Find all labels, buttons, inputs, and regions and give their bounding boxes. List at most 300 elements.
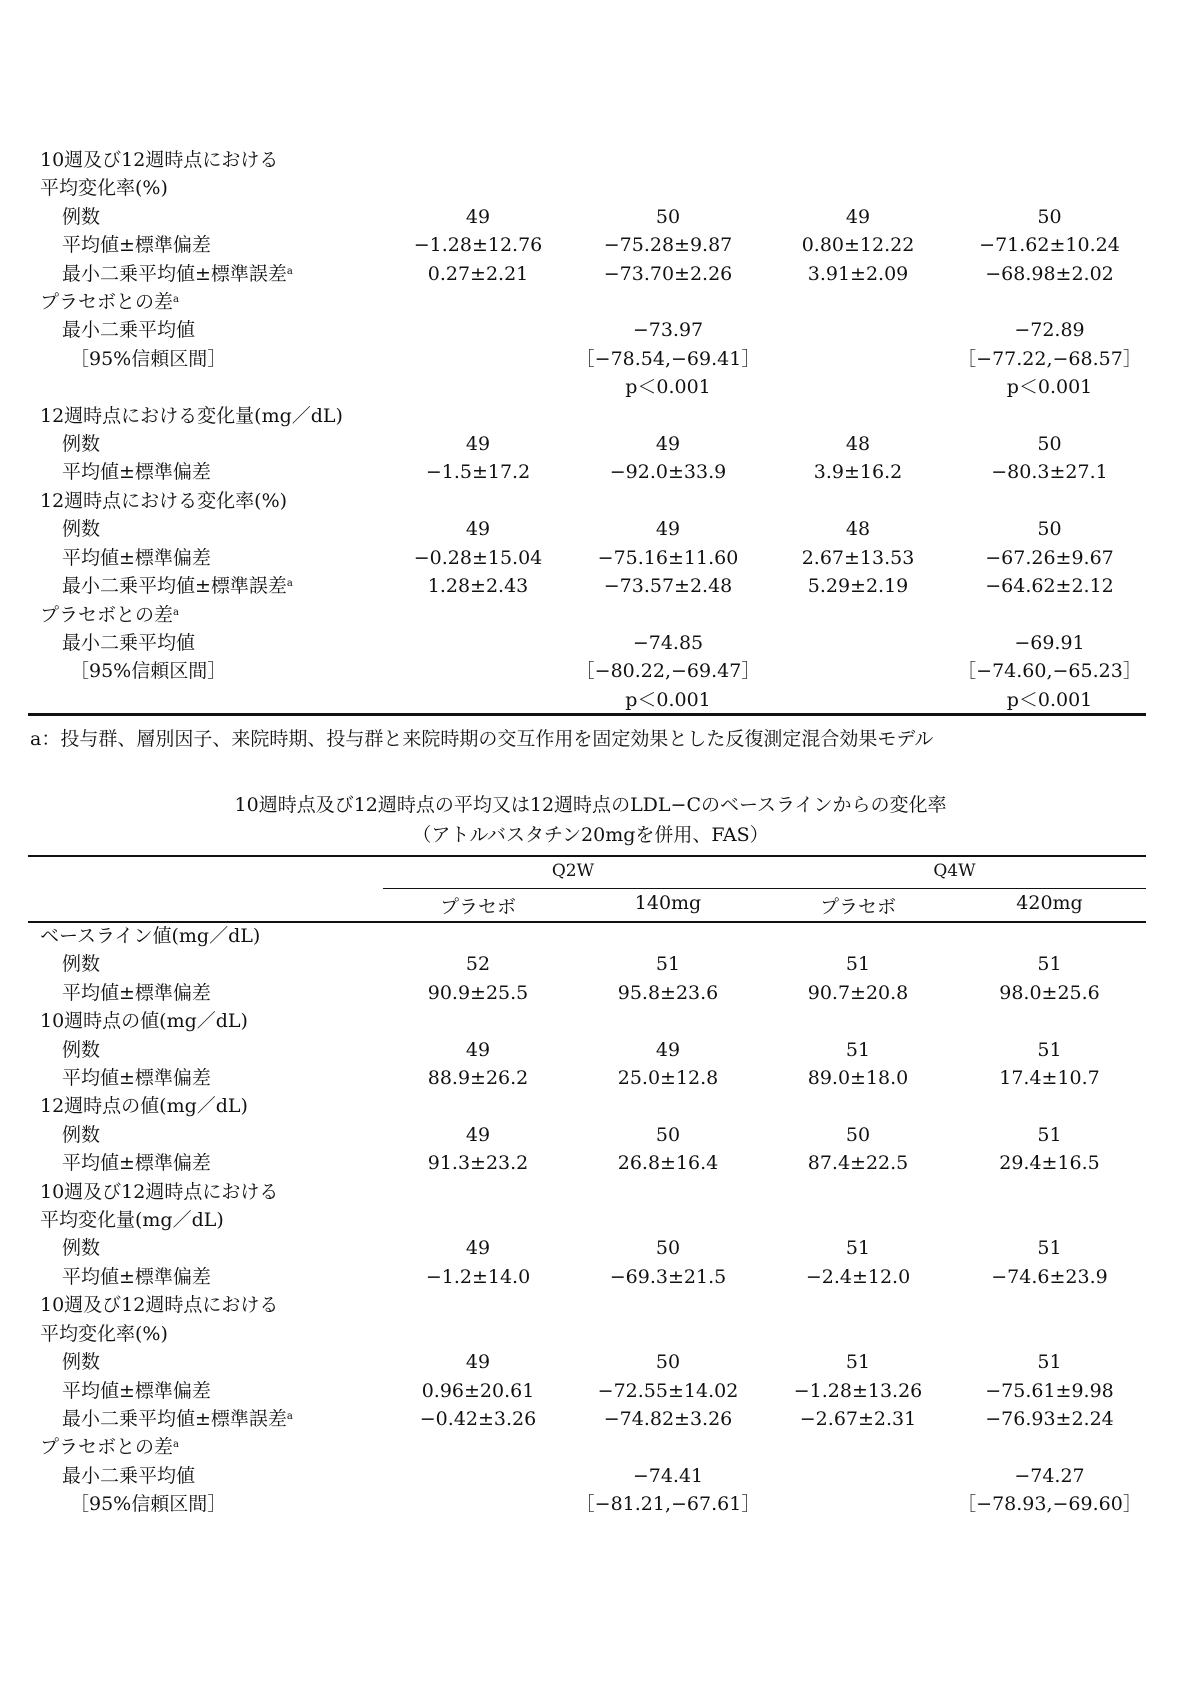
table-cell: 52 (465, 953, 491, 976)
table-row (28, 629, 1146, 657)
table-cell (763, 1490, 953, 1518)
table-cell: 87.4±22.5 (807, 1152, 909, 1175)
table-cell: 49 (655, 1038, 681, 1061)
table-cell: 17.4±10.7 (999, 1067, 1100, 1090)
table1-bottom-rule (28, 713, 1146, 716)
row-label-text: ［95%信頼区間］ (70, 347, 227, 370)
row-label-text: 平均変化率(%) (40, 1322, 168, 1345)
table-row (28, 1234, 1146, 1262)
table-cell: −73.70±2.26 (603, 262, 733, 285)
table-cell: 90.9±25.5 (427, 981, 529, 1004)
row-label (28, 544, 383, 572)
table-cell: ［−80.22,−69.47］ (575, 660, 761, 683)
row-label-text: 12週時点における変化率(%) (40, 489, 288, 512)
table-cell: −0.28±15.04 (413, 546, 543, 569)
table-cell (763, 1320, 953, 1348)
table-cell: −74.6±23.9 (991, 1265, 1108, 1288)
table-cell (953, 146, 1146, 174)
row-label (28, 288, 383, 316)
table-cell: 25.0±12.8 (617, 1067, 719, 1090)
row-label-text: 例数 (62, 1123, 101, 1146)
table-cell: ［−81.21,−67.61］ (575, 1493, 761, 1516)
table-row (28, 1036, 1146, 1064)
table-cell (573, 1206, 763, 1234)
table-cell: 3.91±2.09 (807, 262, 909, 285)
row-label-text: 12週時点の値(mg／dL) (40, 1095, 248, 1118)
table-cell: −64.62±2.12 (985, 575, 1114, 598)
footnote-marker: a (286, 1410, 293, 1422)
table-cell (953, 174, 1146, 202)
footnote-marker: a (286, 578, 293, 590)
table-cell: 91.3±23.2 (427, 1152, 529, 1175)
table-row (28, 686, 1146, 714)
table-cell (763, 174, 953, 202)
table-cell (763, 373, 953, 401)
table-cell (383, 1320, 573, 1348)
table-cell (383, 1092, 573, 1120)
table-cell: 50 (655, 205, 681, 228)
table-cell (383, 601, 573, 629)
table-cell: 51 (845, 1237, 871, 1260)
table-cell (763, 402, 953, 430)
table-row (28, 1462, 1146, 1490)
table2-top-rule (28, 855, 1146, 857)
table-row (28, 1263, 1146, 1291)
table-cell (953, 601, 1146, 629)
table-cell (763, 1092, 953, 1120)
table-cell: −72.55±14.02 (597, 1379, 739, 1402)
footnote-marker: a (286, 265, 293, 277)
table2-subtitle: （アトルバスタチン20mgを併用、FAS） (412, 824, 769, 846)
table-row (28, 657, 1146, 685)
table-cell (763, 1206, 953, 1234)
row-label (28, 316, 383, 344)
table-row (28, 1121, 1146, 1149)
row-label-text: 平均変化量(mg／dL) (40, 1209, 224, 1232)
row-label-text: 最小二乗平均値 (62, 319, 196, 342)
table-row (28, 979, 1146, 1007)
table-row (28, 1320, 1146, 1348)
table-cell: −73.97 (632, 319, 704, 342)
table-cell: 51 (1037, 1237, 1062, 1260)
table-cell: ［−78.54,−69.41］ (575, 347, 761, 370)
table-cell: 50 (655, 1351, 681, 1374)
table-cell: 51 (845, 1351, 871, 1374)
row-label (28, 1348, 383, 1376)
table-cell: 90.7±20.8 (807, 981, 909, 1004)
row-label-text: プラセボとの差 (40, 291, 174, 314)
table-row (28, 231, 1146, 259)
table-cell: −71.62±10.24 (979, 234, 1120, 257)
row-label-text: 例数 (62, 205, 101, 228)
table-cell: 50 (1037, 205, 1062, 228)
table-row (28, 260, 1146, 288)
table-cell: −74.82±3.26 (603, 1407, 733, 1430)
table-cell: 88.9±26.2 (427, 1067, 529, 1090)
table-cell (763, 487, 953, 515)
row-label-text: 最小二乗平均値±標準誤差 (62, 1407, 287, 1430)
row-label (28, 458, 383, 486)
table2-title: 10週時点及び12週時点の平均又は12週時点のLDL−Cのベースラインからの変化率 (234, 794, 947, 816)
table-cell: −2.67±2.31 (799, 1407, 917, 1430)
row-label (28, 1064, 383, 1092)
row-label-text: 平均値±標準偏差 (62, 1067, 211, 1090)
footnote: a：投与群、層別因子、来院時期、投与群と来院時期の交互作用を固定効果とした反復測定混合効果モデル (30, 728, 934, 750)
table-cell (573, 402, 763, 430)
table-cell (383, 402, 573, 430)
table-cell (763, 1462, 953, 1490)
row-label-text: 平均値±標準偏差 (62, 1265, 211, 1288)
row-label-text: ベースライン値(mg／dL) (40, 925, 261, 947)
row-label (28, 1149, 383, 1177)
row-label (28, 922, 383, 950)
table-cell (763, 922, 953, 950)
table-cell (573, 174, 763, 202)
table-cell: 29.4±16.5 (999, 1152, 1100, 1175)
row-label-text: 平均値±標準偏差 (62, 234, 211, 257)
table-cell: −74.27 (1014, 1464, 1085, 1487)
row-label-text: ［95%信頼区間］ (70, 1493, 227, 1516)
table-cell (953, 1178, 1146, 1206)
row-label (28, 1490, 383, 1518)
group-header-q2w: Q2W (551, 861, 595, 881)
row-label-text: 例数 (62, 518, 101, 541)
table-cell (383, 629, 573, 657)
table-cell: −1.5±17.2 (425, 461, 531, 484)
table-row (28, 1405, 1146, 1433)
table-cell (383, 1462, 573, 1490)
table-row (28, 203, 1146, 231)
arm-header-420mg: 420mg (1016, 892, 1083, 914)
table-cell: 51 (1037, 1038, 1062, 1061)
table-cell: 50 (845, 1123, 871, 1146)
table-cell: 50 (1037, 518, 1062, 541)
row-label (28, 260, 383, 288)
table-cell: 51 (845, 1038, 871, 1061)
table-cell (383, 1206, 573, 1234)
row-label (28, 1007, 383, 1035)
table-cell (573, 1092, 763, 1120)
table-cell: ［−77.22,−68.57］ (957, 347, 1142, 370)
table-cell: −69.91 (1014, 631, 1085, 654)
table-cell: 2.67±13.53 (801, 546, 915, 569)
row-label (28, 629, 383, 657)
table-cell: p＜0.001 (1006, 376, 1093, 399)
table-cell: 49 (465, 1351, 491, 1374)
table-cell: p＜0.001 (625, 688, 711, 711)
group-header-rule (383, 888, 1146, 889)
table-cell (763, 316, 953, 344)
row-label-text: 10週及び12週時点における (40, 1180, 279, 1203)
table-cell: 49 (465, 518, 491, 541)
table-row (28, 1348, 1146, 1376)
table-cell (383, 1291, 573, 1319)
table-cell: −1.28±12.76 (413, 234, 543, 257)
table-cell (953, 1291, 1146, 1319)
table-cell (763, 629, 953, 657)
row-label-text: 最小二乗平均値 (62, 1464, 196, 1487)
table-cell: 1.28±2.43 (427, 575, 529, 598)
table-cell: 0.27±2.21 (427, 262, 529, 285)
arm-header-q2w-placebo: プラセボ (439, 896, 516, 918)
table-cell: −68.98±2.02 (985, 262, 1114, 285)
table-cell: p＜0.001 (625, 376, 711, 399)
row-label-text: 最小二乗平均値 (62, 631, 196, 654)
results-table-atorvastatin (28, 922, 1146, 1519)
table-cell (763, 1007, 953, 1035)
row-label (28, 203, 383, 231)
row-label-text: 平均変化率(%) (40, 177, 168, 200)
table-cell: 49 (465, 1038, 491, 1061)
row-label-text: 例数 (62, 1351, 101, 1374)
table-cell: −72.89 (1014, 319, 1085, 342)
row-label (28, 487, 383, 515)
table-cell (383, 174, 573, 202)
table-row (28, 487, 1146, 515)
row-label-text: 例数 (62, 953, 101, 976)
row-label (28, 430, 383, 458)
row-label-text: ［95%信頼区間］ (70, 660, 227, 683)
table-cell: −2.4±12.0 (805, 1265, 911, 1288)
table-row (28, 146, 1146, 174)
table-cell (953, 288, 1146, 316)
table-cell (383, 146, 573, 174)
table-cell: 50 (1037, 433, 1062, 456)
table-row (28, 1178, 1146, 1206)
footnote-marker: a (173, 606, 179, 618)
row-label-text: 例数 (62, 1038, 101, 1061)
table-row (28, 458, 1146, 486)
table-row (28, 1092, 1146, 1120)
row-label (28, 572, 383, 600)
table-cell: 49 (465, 205, 491, 228)
row-label (28, 1234, 383, 1262)
row-label (28, 1377, 383, 1405)
table-cell: ［−78.93,−69.60］ (957, 1493, 1142, 1516)
table-cell: 49 (845, 205, 871, 228)
table-row (28, 1291, 1146, 1319)
table-cell (573, 1433, 763, 1461)
table-row (28, 345, 1146, 373)
row-label-text: 最小二乗平均値±標準誤差 (62, 575, 287, 598)
table-cell: 51 (845, 953, 871, 976)
table-cell (573, 1320, 763, 1348)
table-cell (953, 1206, 1146, 1234)
table-cell: 5.29±2.19 (807, 575, 909, 598)
table-row (28, 1490, 1146, 1518)
table-cell (763, 601, 953, 629)
row-label-text: プラセボとの差 (40, 603, 174, 626)
row-label (28, 950, 383, 978)
row-label (28, 1433, 383, 1461)
table-cell (953, 922, 1146, 950)
table-cell (763, 686, 953, 714)
table-row (28, 288, 1146, 316)
row-label-text: 例数 (62, 433, 101, 456)
row-label-text: 平均値±標準偏差 (62, 546, 211, 569)
row-label (28, 1462, 383, 1490)
table-cell (383, 657, 573, 685)
table-row (28, 316, 1146, 344)
table-cell: 26.8±16.4 (617, 1152, 719, 1175)
table-cell (573, 487, 763, 515)
table-row (28, 1433, 1146, 1461)
table-row (28, 174, 1146, 202)
row-label (28, 601, 383, 629)
table-cell (763, 1433, 953, 1461)
table-row (28, 922, 1146, 950)
table-cell (573, 146, 763, 174)
table-row (28, 373, 1146, 401)
table-cell (763, 657, 953, 685)
row-label (28, 1263, 383, 1291)
table-cell (953, 402, 1146, 430)
row-label (28, 402, 383, 430)
row-label-text: 例数 (62, 1237, 101, 1260)
row-label (28, 657, 383, 685)
table-cell (383, 1178, 573, 1206)
row-label-text: 平均値±標準偏差 (62, 461, 211, 484)
table-cell: −69.3±21.5 (609, 1265, 727, 1288)
table-cell: 49 (655, 433, 681, 456)
row-label (28, 1291, 383, 1319)
row-label (28, 1092, 383, 1120)
table-cell: 0.96±20.61 (421, 1379, 535, 1402)
table-row (28, 601, 1146, 629)
table-cell (573, 1291, 763, 1319)
table-cell (383, 288, 573, 316)
table-cell (383, 1490, 573, 1518)
row-label (28, 1405, 383, 1433)
row-label (28, 373, 383, 401)
table-cell: −73.57±2.48 (603, 575, 733, 598)
table-cell (383, 345, 573, 373)
row-label-text: 最小二乗平均値±標準誤差 (62, 262, 287, 285)
table-cell (573, 601, 763, 629)
table-cell: 98.0±25.6 (999, 981, 1100, 1004)
table-row (28, 515, 1146, 543)
table-row (28, 544, 1146, 572)
row-label (28, 515, 383, 543)
table2-body (28, 922, 1146, 1519)
table-cell (383, 922, 573, 950)
table-cell (953, 1007, 1146, 1035)
table-cell (573, 1007, 763, 1035)
table-cell: 95.8±23.6 (617, 981, 719, 1004)
table-cell (763, 1291, 953, 1319)
table-row (28, 402, 1146, 430)
table-cell: −1.2±14.0 (425, 1265, 531, 1288)
table-row (28, 572, 1146, 600)
arm-header-140mg: 140mg (634, 892, 702, 914)
row-label-text: 平均値±標準偏差 (62, 1152, 211, 1175)
table-row (28, 1377, 1146, 1405)
table-cell (763, 1178, 953, 1206)
table-cell: 51 (1037, 1351, 1062, 1374)
table1-body (28, 146, 1146, 714)
table-cell: 51 (655, 953, 681, 976)
table-cell (763, 345, 953, 373)
table-cell (573, 288, 763, 316)
table-cell (383, 316, 573, 344)
table-cell: 48 (845, 518, 871, 541)
table-cell (953, 1320, 1146, 1348)
table-cell: ［−74.60,−65.23］ (957, 660, 1142, 683)
table-row (28, 950, 1146, 978)
table-cell: p＜0.001 (1006, 688, 1093, 711)
table-cell (763, 146, 953, 174)
row-label-text: 12週時点における変化量(mg／dL) (40, 404, 343, 427)
table-cell: 51 (1037, 953, 1062, 976)
table-cell (573, 1178, 763, 1206)
table-cell: 49 (465, 433, 491, 456)
table-row (28, 1206, 1146, 1234)
table-cell (383, 373, 573, 401)
row-label (28, 1320, 383, 1348)
table-cell: 3.9±16.2 (813, 461, 903, 484)
row-label (28, 979, 383, 1007)
table-cell (383, 1007, 573, 1035)
row-label-text: 平均値±標準偏差 (62, 1379, 211, 1402)
table-row (28, 1064, 1146, 1092)
table-cell (953, 1092, 1146, 1120)
table-cell: −0.42±3.26 (419, 1407, 537, 1430)
row-label (28, 146, 383, 174)
table-cell: −75.16±11.60 (597, 546, 739, 569)
table-cell: 89.0±18.0 (807, 1067, 909, 1090)
row-label (28, 1036, 383, 1064)
row-label (28, 345, 383, 373)
row-label (28, 174, 383, 202)
table-cell (763, 288, 953, 316)
row-label-text: 10週及び12週時点における (40, 149, 279, 171)
table-cell: −67.26±9.67 (985, 546, 1114, 569)
table-cell: 49 (465, 1237, 491, 1260)
table-cell: 50 (655, 1123, 681, 1146)
group-header-q4w: Q4W (933, 861, 976, 881)
table-cell: 49 (655, 518, 681, 541)
row-label-text: プラセボとの差 (40, 1436, 174, 1459)
table-cell (953, 487, 1146, 515)
table-cell: −92.0±33.9 (609, 461, 727, 484)
table-cell: −76.93±2.24 (985, 1407, 1114, 1430)
table-cell: −74.41 (632, 1464, 704, 1487)
table-cell (573, 922, 763, 950)
row-label (28, 1206, 383, 1234)
row-label-text: 10週時点の値(mg／dL) (40, 1010, 248, 1033)
row-label-text: 10週及び12週時点における (40, 1294, 279, 1317)
table-cell: 50 (655, 1237, 681, 1260)
results-table-continued (28, 146, 1146, 714)
table-cell: −75.61±9.98 (985, 1379, 1114, 1402)
table-row (28, 1007, 1146, 1035)
table-cell (383, 686, 573, 714)
footnote-marker: a (173, 1439, 179, 1451)
table-cell (953, 1433, 1146, 1461)
row-label (28, 231, 383, 259)
row-label (28, 1178, 383, 1206)
table-cell: 48 (845, 433, 871, 456)
table-row (28, 1149, 1146, 1177)
row-label (28, 686, 383, 714)
table-cell: 51 (1037, 1123, 1062, 1146)
table-cell: 49 (465, 1123, 491, 1146)
table-row (28, 430, 1146, 458)
table-cell: −74.85 (632, 631, 704, 654)
table-cell (383, 1433, 573, 1461)
table-cell: 0.80±12.22 (801, 234, 915, 257)
table-cell (383, 487, 573, 515)
